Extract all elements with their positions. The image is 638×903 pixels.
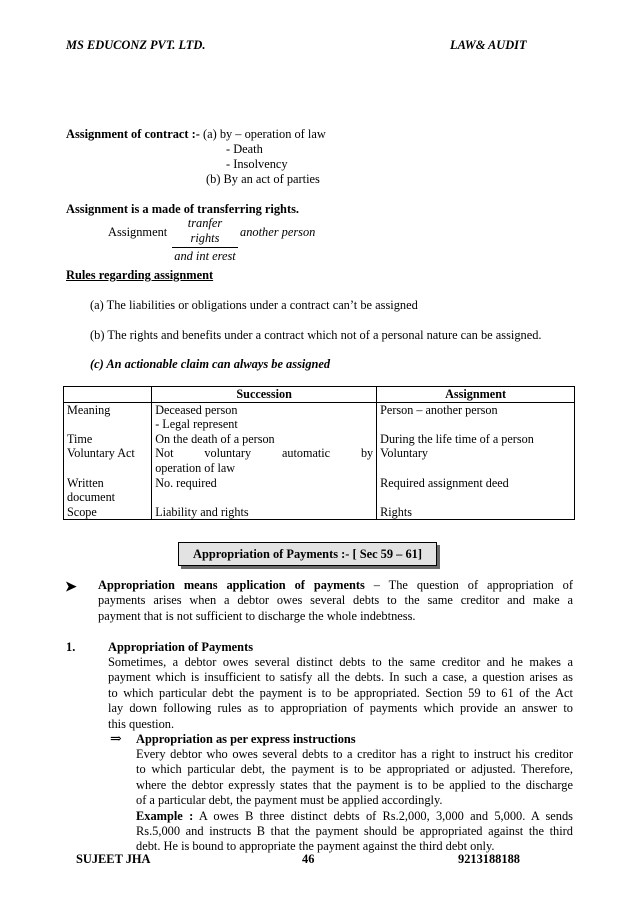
subsection-paragraph (136, 747, 573, 855)
meaning-assignment: Person – another person (380, 402, 498, 417)
table-row (64, 476, 575, 505)
assignment-contract-b: (b) By an act of parties (206, 172, 320, 186)
footer-page-number: 46 (302, 852, 315, 866)
bullet-line1-rest: – The question of appropriation of (364, 578, 574, 592)
subsection-title: Appropriation as per express instructions (136, 732, 356, 746)
section-number: 1. (66, 640, 76, 654)
row-label-voluntary: Voluntary Act (64, 446, 152, 475)
bullet-line-2: payments arises when a debtor owes several debts to the same creditor and make a (98, 593, 573, 608)
voluntary-succession-a: Not voluntary automatic by (155, 446, 374, 461)
table-cell-succession (152, 402, 377, 432)
header-company: MS EDUCONZ PVT. LTD. (66, 38, 206, 52)
table-row (64, 446, 575, 475)
assignment-after: another person (240, 225, 316, 239)
section-line: lay down following rules as to appropriation of payments which provide an answer to (108, 701, 573, 716)
footer-author: SUJEET JHA (76, 852, 151, 866)
table-cell-succession (152, 446, 377, 475)
scope-assignment: Rights (377, 505, 575, 520)
written-assignment: Required assignment deed (377, 476, 575, 505)
table-row (64, 505, 575, 520)
rule-c: (c) An actionable claim can always be assigned (90, 357, 331, 371)
assignment-insolvency: - Insolvency (226, 157, 288, 171)
table-header-row (64, 387, 575, 403)
example-text: A owes B three distinct debts of Rs.2,000, 3,000 and 5,000. A sends (193, 808, 573, 823)
assignment-made-heading: Assignment is a made of transferring rights. (66, 202, 299, 216)
subsection-line: of a particular debt, the payment must be applied accordingly. (136, 793, 443, 808)
section-title: Appropriation of Payments (108, 640, 254, 654)
succession-assignment-table (63, 386, 575, 520)
meaning-succession-2: - Legal represent (155, 417, 238, 432)
time-assignment: During the life time of a person (377, 432, 575, 447)
subsection-line: to which particular debt, the payment is to be appropriated or adjusted. Therefore, (136, 762, 573, 777)
section-paragraph (108, 655, 573, 732)
rules-heading: Rules regarding assignment (66, 268, 214, 282)
row-label-document: document (67, 490, 116, 505)
bullet-paragraph (98, 578, 573, 624)
written-succession: No. required (152, 476, 377, 505)
table-header-assignment: Assignment (377, 387, 575, 403)
table-cell-label (64, 402, 152, 432)
header-subject: LAW& AUDIT (450, 38, 527, 52)
rule-a: (a) The liabilities or obligations under a contract can’t be assigned (90, 298, 418, 312)
row-label-scope: Scope (64, 505, 152, 520)
subsection-line: Every debtor who owes several debts to a creditor has a right to instruct his creditor (136, 747, 573, 761)
row-label-time: Time (64, 432, 152, 447)
table-cell-assignment (377, 402, 575, 432)
appropriation-heading-box: Appropriation of Payments :- [ Sec 59 – 61] (178, 542, 437, 566)
example-line-3: debt. He is bound to appropriate the payment against the third debt only. (136, 839, 495, 854)
example-line-1 (136, 809, 573, 824)
row-label-meaning: Meaning (67, 402, 111, 417)
bullet-line-3: payment that is not sufficient to discharge the whole indebtness. (98, 608, 416, 623)
double-arrow-icon: ⇒ (110, 732, 122, 747)
section-line: payment which is insufficient to satisfy all the debts. In such a case, a question arises as (108, 670, 573, 685)
footer-phone: 9213188188 (458, 852, 520, 866)
example-label: Example : (136, 808, 194, 823)
voluntary-succession-b: operation of law (155, 460, 236, 475)
assignment-death: - Death (226, 142, 263, 156)
section-line: Sometimes, a debtor owes several distinct debts to the same creditor and he makes a (108, 655, 573, 669)
arrow-bullet-icon: ➤ (65, 580, 77, 595)
assignment-word: Assignment (108, 225, 168, 239)
example-line-2: Rs.5,000 and instructs B that the payment should be appropriated against the third (136, 824, 573, 839)
assignment-contract-line (66, 127, 326, 142)
bullet-bold: Appropriation means application of payments (98, 578, 365, 592)
meaning-succession: Deceased person (155, 402, 238, 417)
table-header-succession: Succession (152, 387, 377, 403)
table-cell-label (64, 476, 152, 505)
assignment-contract-label: Assignment of contract :- (66, 127, 200, 141)
rule-b: (b) The rights and benefits under a contract which not of a personal nature can be assigned. (90, 328, 542, 342)
section-line: this question. (108, 716, 175, 731)
assignment-fraction (172, 216, 238, 264)
row-label-written: Written (67, 475, 104, 490)
table-row (64, 432, 575, 447)
scope-succession: Liability and rights (152, 505, 377, 520)
section-line: to which particular debt the payment is to be appropriated. Section 59 to 61 of the Act (108, 685, 573, 700)
assignment-contract-a: (a) by – operation of law (202, 127, 326, 141)
subsection-line: where the debtor expressly states that the payment is to be applied to the discharge (136, 777, 573, 792)
fraction-numerator: tranfer rights (172, 216, 238, 248)
table-header-blank (64, 387, 152, 403)
bullet-line-1 (98, 578, 573, 593)
fraction-denominator: and int erest (174, 249, 236, 263)
time-succession: On the death of a person (152, 432, 377, 447)
table-row (64, 402, 575, 432)
voluntary-assignment: Voluntary (377, 446, 575, 475)
